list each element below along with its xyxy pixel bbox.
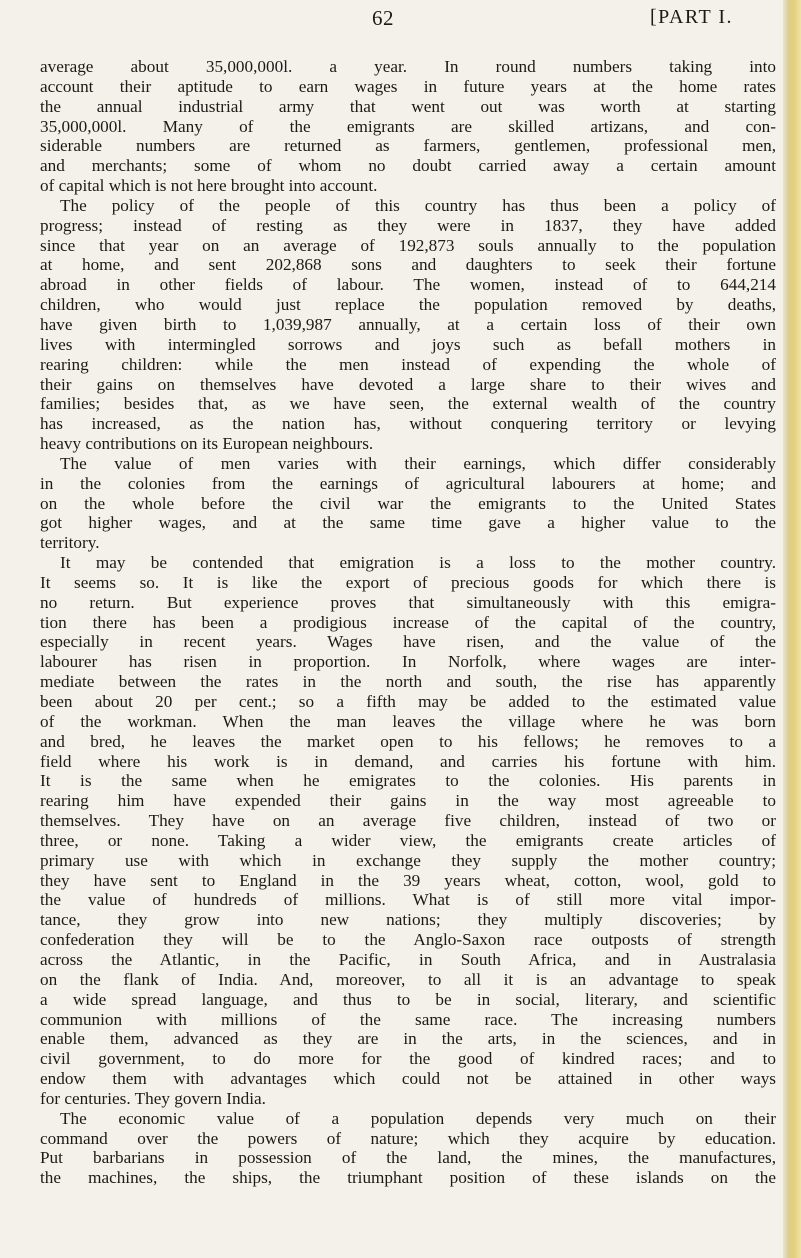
text-line: progress; instead of resting as they were in 1837, they have added bbox=[40, 215, 776, 235]
text-line: The policy of the people of this country has thus been a policy of bbox=[60, 195, 776, 215]
text-line: have given birth to 1,039,987 annually, at a certain loss of their own bbox=[40, 314, 776, 334]
text-line: rearing him have expended their gains in the way most agreeable to bbox=[40, 791, 776, 811]
text-line: the machines, the ships, the triumphant position of these islands on the bbox=[40, 1168, 776, 1188]
text-line: especially in recent years. Wages have risen, and the value of the bbox=[40, 632, 776, 652]
text-line: tion there has been a prodigious increase of the capital of the country, bbox=[40, 612, 776, 632]
text-line: a wide spread language, and thus to be in social, literary, and scientific bbox=[40, 989, 776, 1009]
text-line: primary use with which in exchange they supply the mother country; bbox=[40, 850, 776, 870]
text-line: at home, and sent 202,868 sons and daughters to seek their fortune bbox=[40, 255, 776, 275]
text-line: has increased, as the nation has, without conquering territory or levying bbox=[40, 414, 776, 434]
text-line: The value of men varies with their earnings, which differ considerably bbox=[60, 453, 776, 473]
text-line: command over the powers of nature; which they acquire by education. bbox=[40, 1128, 776, 1148]
text-line: three, or none. Taking a wider view, the emigrants create articles of bbox=[40, 830, 776, 850]
text-line: The economic value of a population depends very much on their bbox=[60, 1108, 776, 1128]
text-line: confederation they will be to the Anglo-Saxon race outposts of strength bbox=[40, 930, 776, 950]
text-line: children, who would just replace the population removed by deaths, bbox=[40, 295, 776, 315]
text-line: of the workman. When the man leaves the village where he was born bbox=[40, 711, 776, 731]
text-line: average about 35,000,000l. a year. In round numbers taking into bbox=[40, 57, 776, 76]
text-line: It is the same when he emigrates to the colonies. His parents in bbox=[40, 771, 776, 791]
text-line: themselves. They have on an average five children, instead of two or bbox=[40, 811, 776, 831]
text-line: and merchants; some of whom no doubt carried away a certain amount bbox=[40, 156, 776, 176]
text-line: field where his work is in demand, and carries his fortune with him. bbox=[40, 751, 776, 771]
text-line: account their aptitude to earn wages in future years at the home rates bbox=[40, 76, 776, 96]
text-line: in the colonies from the earnings of agricultural labourers at home; and bbox=[40, 473, 776, 493]
text-line: across the Atlantic, in the Pacific, in South Africa, and in Australasia bbox=[40, 949, 776, 969]
text-line: siderable numbers are returned as farmers, gentlemen, professional men, bbox=[40, 136, 776, 156]
text-line: for centuries. They govern India. bbox=[40, 1088, 266, 1108]
text-line: no return. But experience proves that simultaneously with this emigra- bbox=[40, 592, 776, 612]
text-line: labourer has risen in proportion. In Norfolk, where wages are inter- bbox=[40, 652, 776, 672]
page-header bbox=[0, 6, 790, 36]
text-line: the annual industrial army that went out was worth at starting bbox=[40, 96, 776, 116]
part-label: [PART I. bbox=[650, 6, 734, 28]
text-line: of capital which is not here brought into account. bbox=[40, 176, 378, 196]
text-line: heavy contributions on its European neighbours. bbox=[40, 434, 374, 454]
page-number: 62 bbox=[372, 6, 394, 30]
text-line: endow them with advantages which could not be attained in other ways bbox=[40, 1069, 776, 1089]
page-edge-strip bbox=[783, 0, 801, 1258]
text-line: rearing children: while the men instead of expending the whole of bbox=[40, 354, 776, 374]
text-line: they have sent to England in the 39 years wheat, cotton, wool, gold to bbox=[40, 870, 776, 890]
text-line: territory. bbox=[40, 533, 100, 553]
text-line: on the whole before the civil war the emigrants to the United States bbox=[40, 493, 776, 513]
text-line: abroad in other fields of labour. The women, instead of to 644,214 bbox=[40, 275, 776, 295]
text-line: on the flank of India. And, moreover, to all it is an advantage to speak bbox=[40, 969, 776, 989]
text-line: communion with millions of the same race. The increasing numbers bbox=[40, 1009, 776, 1029]
text-line: It may be contended that emigration is a loss to the mother country. bbox=[60, 553, 776, 573]
text-line: families; besides that, as we have seen, the external wealth of the country bbox=[40, 394, 776, 414]
text-line: their gains on themselves have devoted a large share to their wives and bbox=[40, 374, 776, 394]
text-line: Put barbarians in possession of the land, the mines, the manufactures, bbox=[40, 1148, 776, 1168]
text-line: tance, they grow into new nations; they multiply discoveries; by bbox=[40, 910, 776, 930]
text-line: the value of hundreds of millions. What is of still more vital impor- bbox=[40, 890, 776, 910]
text-line: enable them, advanced as they are in the arts, in the sciences, and in bbox=[40, 1029, 776, 1049]
text-line: 35,000,000l. Many of the emigrants are skilled artizans, and con- bbox=[40, 116, 776, 136]
text-line: mediate between the rates in the north and south, the rise has apparently bbox=[40, 672, 776, 692]
text-line: It seems so. It is like the export of precious goods for which there is bbox=[40, 572, 776, 592]
text-line: and bred, he leaves the market open to his fellows; he removes to a bbox=[40, 731, 776, 751]
text-line: got higher wages, and at the same time gave a higher value to the bbox=[40, 513, 776, 533]
body-text bbox=[40, 57, 776, 1188]
text-line: lives with intermingled sorrows and joys such as befall mothers in bbox=[40, 334, 776, 354]
text-line: civil government, to do more for the good of kindred races; and to bbox=[40, 1049, 776, 1069]
text-line: been about 20 per cent.; so a fifth may be added to the estimated value bbox=[40, 692, 776, 711]
text-line: since that year on an average of 192,873 souls annually to the population bbox=[40, 235, 776, 255]
